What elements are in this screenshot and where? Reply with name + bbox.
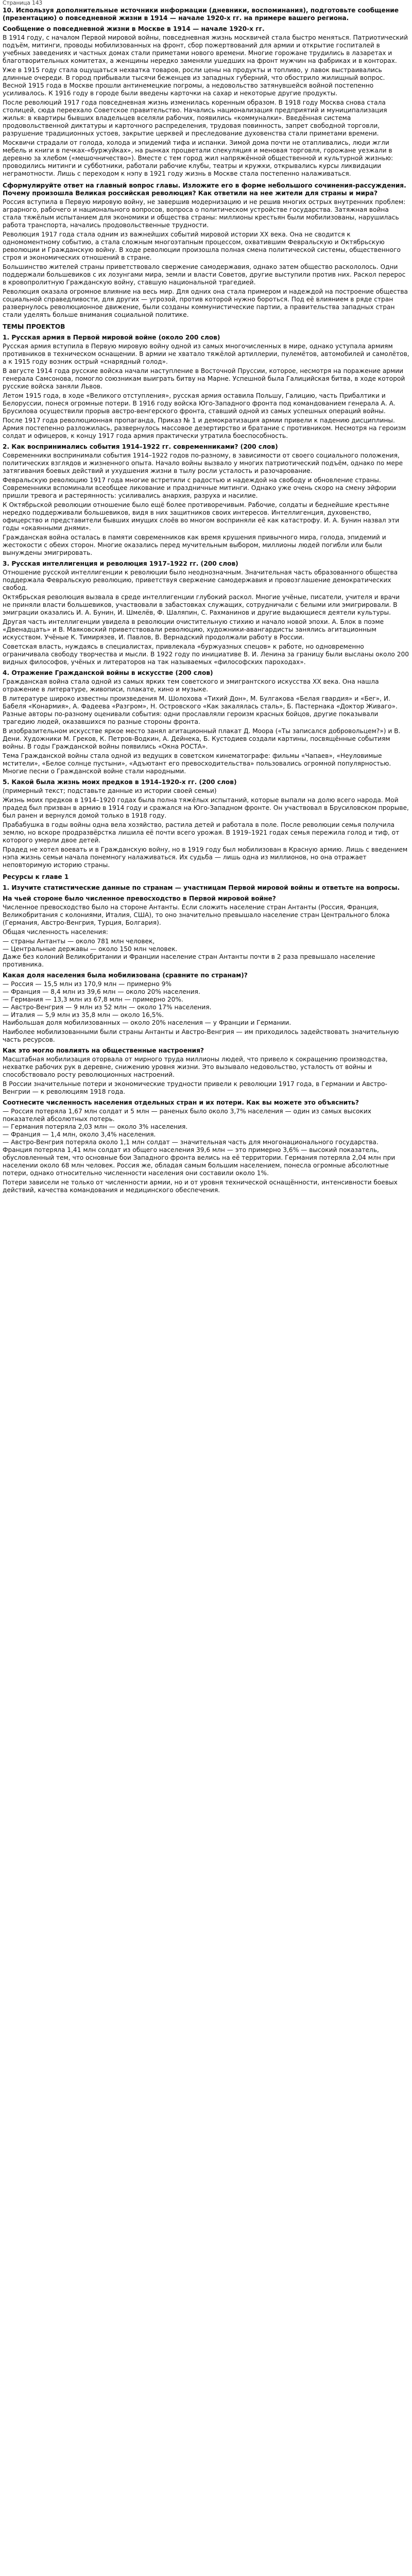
list-item: — Австро-Венгрия — 9 млн из 52 млн — около 17% населения. [3,1004,409,1011]
paragraph: Прадед не хотел воевать и в Гражданскую войну, но в 1919 году был мобилизован в Красную армию. Лишь с введением нэпа жизнь семьи начала понемногу налаживаться. Их судьба — лишь одна из миллионов, но она отражает неповторимую историю страны. [3,846,408,869]
resource-question: Как это могло повлиять на общественные настроения? [3,1047,204,1054]
paragraph: Тема Гражданской войны стала одной из ведущих в советском кинематографе: фильмы «Чапаев», «Неуловимые мстители», «Белое солнце пустыни», «Адъютант его превосходительства» пользовались огромной популярностью. Многие песни о Гражданской войне стали народными. [3,752,391,775]
moscow-text [3,34,409,178]
paragraph: Современники воспринимали события 1914–1922 годов по-разному, в зависимости от своего социального положения, политических взглядов и жизненного опыта. Начало войны вызвало у многих патриотический подъём, однако по мере затягивания боевых действий и ухудшения жизни в тылу росли усталость и разочарование. [3,452,403,474]
topic-3-title: 3. Русская интеллигенция и революция 1917–1922 гг. (200 слов) [3,560,238,567]
paragraph: В изобразительном искусстве яркое место занял агитационный плакат Д. Моора («Ты записался добровольцем?») и В. Дени. Художники М. Греков, К. Петров-Водкин, А. Дейнека, Б. Кустодиев создали картины, посвящённые событиям войны. В годы Гражданской войны появились «Окна РОСТА». [3,727,401,750]
paragraph: В России значительные потери и экономические трудности привели к революции 1917 года, в Германии и Австро-Венгрии — к революциям 1918 года. [3,1080,387,1095]
paragraph: Гражданская война осталась в памяти современников как время крушения привычного мира, голода, эпидемий и жестокости с обеих сторон. Многие оказались перед мучительным выбором, миллионы людей погибли или были вынуждены эмигрировать. [3,534,386,556]
paragraph: Октябрьская революция вызвала в среде интеллигенции глубокий раскол. Многие учёные, писатели, учителя и врачи не приняли власти большевиков, участвовали в забастовках служащих, сотрудничали с белыми или эмигрировали. В эмиграции оказались И. А. Бунин, И. Шмелёв, Ф. Шаляпин, С. Рахманинов и другие выдающиеся деятели культуры. [3,594,400,616]
paragraph: Гражданская война стала одной из самых ярких тем советского и эмигрантского искусства XX века. Она нашла отражение в литературе, живописи, плакате, кино и музыке. [3,678,379,693]
paragraph: Советская власть, нуждаясь в специалистах, привлекала «буржуазных спецов» к работе, но одновременно ограничивала свободу творчества и мысли. В 1922 году по инициативе В. И. Ленина за границу были высланы около 200 видных философов, учёных и литераторов на так называемых «философских пароходах». [3,643,409,666]
paragraph: Москвичи страдали от голода, холода и эпидемий тифа и испанки. Зимой дома почти не отапливались, люди жгли мебель и книги в печках-«буржуйках», на рынках процветали спекуляция и меновая торговля, горожане уезжали в деревню за хлебом («мешочничество»). Вместе с тем город жил напряжённой общественной и культурной жизнью: проводились митинги и субботники, работали рабочие клубы, театры и кружки, открывались курсы ликвидации неграмотности. Лишь с переходом к нэпу в 1921 году жизнь в Москве стала постепенно налаживаться. [3,139,393,177]
paragraph: Прабабушка в годы войны одна вела хозяйство, растила детей и работала в поле. После революции семья получила землю, но вскоре продразвёрстка лишила её почти всего урожая. В 1919–1921 годах семья пережила голод и тиф, от которого умерли двое детей. [3,821,400,844]
paragraph: Отношение русской интеллигенции к революции было неоднозначным. Значительная часть образованного общества поддержала Февральскую революцию, приветствуя свержение самодержавия и провозглашение демократических свобод. [3,569,398,591]
mobilization-list [3,980,409,1019]
paragraph: Масштабная мобилизация оторвала от мирного труда миллионы людей, что привело к сокращению производства, нехватке рабочих рук в деревне, снижению уровня жизни. Это вызывало недовольство, усталость от войны и способствовало росту революционных настроений. [3,1056,388,1078]
document-page [0,0,412,1194]
paragraph: Россия вступила в Первую мировую войну, не завершив модернизацию и не решив многих острых внутренних проблем: аграрного, рабочего и национального вопросов, вопроса о политическом устройстве государства. Затяжная война стала тяжёлым испытанием для экономики и общества страны: миллионы крестьян были мобилизованы, нарушилась работа транспорта, начались продовольственные трудности. [3,198,406,229]
paragraph: Жизнь моих предков в 1914–1920 годах была полна тяжёлых испытаний, которые выпали на долю всего народа. Мой прадед был призван в армию в 1914 году и сражался на Юго-Западном фронте. Он участвовал в Брусиловском прорыве, был ранен и вернулся домой только в 1918 году. [3,796,409,819]
paragraph: Даже без колоний Великобритании и Франции население стран Антанты почти в 2 раза превышало население противника. [3,953,375,968]
list-item: — Италия — 5,9 млн из 35,8 млн — около 16,5%. [3,1011,409,1019]
list-item: — Франция — 1,4 млн, около 3,4% населения. [3,1131,409,1139]
paragraph: Потери зависели не только от численности армии, но и от уровня технической оснащённости, интенсивности боевых действий, качества командования и медицинского обеспечения. [3,1179,398,1194]
list-item: — Австро-Венгрия потеряла около 1,1 млн солдат — значительная часть для многонационального государства. [3,1139,409,1146]
paragraph: В 1914 году, с началом Первой мировой войны, повседневная жизнь москвичей стала быстро меняться. Патриотический подъём, митинги, проводы мобилизованных на фронт, сбор пожертвований для армии и открытие госпиталей в учебных заведениях и частных домах стали приметами нового времени. Многие горожане трудились в лазаретах и благотворительных комитетах, а женщины нередко заменяли ушедших на фронт мужчин на фабриках и в конторах. [3,34,408,64]
paragraph: После 1917 года революционная пропаганда, Приказ № 1 и демократизация армии привели к падению дисциплины. Армия постепенно разложилась, развернулось массовое дезертирство и братание с противником. Несмотря на героизм солдат и офицеров, к концу 1917 года армия практически утратила боеспособность. [3,417,406,439]
list-item: — страны Антанты — около 781 млн человек, [3,938,409,945]
list-item: — Центральные державы — около 150 млн человек. [3,945,409,953]
formulate-text [3,198,409,319]
paragraph: Численное превосходство было на стороне Антанты. Если сложить население стран Антанты (Россия, Франция, Великобритания с колониями, Италия, США), то оно значительно превышало население стран Центрального блока (Германия, Австро-Венгрия, Турция, Болгария). [3,904,390,926]
topic-5-intro: (примерный текст; подставьте данные из истории своей семьи) [3,787,217,794]
paragraph: Революция 1917 года стала одним из важнейших событий мировой истории XX века. Она не сводится к одномоментному событию, а стала сложным многоэтапным процессом, охватившим Февральскую и Октябрьскую революции и Гражданскую войну. В ходе революции произошла полная смена политической системы, общественного строя и экономических отношений в стране. [3,231,401,261]
formulate-heading: Сформулируйте ответ на главный вопрос главы. Изложите его в форме небольшого сочинения-рассуждения. Почему произошла Великая российская революция? Как ответили на нее жители для страны и мира? [3,182,406,197]
resource-question: На чьей стороне было численное превосходство в Первой мировой войне? [3,895,276,902]
paragraph: Революция оказала огромное влияние на весь мир. Для одних она стала примером и надеждой на построение общества социальной справедливости, для других — угрозой, против которой нужно бороться. Под её влиянием в ряде стран развернулось революционное движение, были созданы коммунистические партии, а правительства западных стран стали уделять больше внимания социальной политике. [3,288,408,318]
topic-4-title: 4. Отражение Гражданской войны в искусстве (200 слов) [3,669,213,676]
page-number: Страница 143 [3,0,43,6]
paragraph: Летом 1915 года, в ходе «Великого отступления», русская армия оставила Польшу, Галицию, часть Прибалтики и Белоруссии, понеся огромные потери. В 1916 году войска Юго-Западного фронта под командованием генерала А. А. Брусилова осуществили прорыв австро-венгерского фронта, ставший одной из самых успешных операций войны. [3,392,396,415]
resource-question: Соотнесите численность населения отдельных стран и их потери. Как вы можете это объяснить? [3,1099,359,1106]
paragraph: К Октябрьской революции отношение было ещё более противоречивым. Рабочие, солдаты и беднейшие крестьяне нередко поддерживали большевиков, видя в них защитников своих интересов. Интеллигенция, духовенство, офицерство и представители бывших имущих слоёв во многом восприняли её как катастрофу. И. А. Бунин назвал эти годы «окаянными днями». [3,501,400,532]
paragraph: Наиболее мобилизованными были страны Антанты и Австро-Венгрия — им приходилось задействовать значительную часть ресурсов. [3,1028,399,1043]
list-item: — Россия — 15,5 млн из 170,9 млн — примерно 9% [3,980,409,988]
list-item: — Германия — 13,3 млн из 67,8 млн — примерно 20%. [3,996,409,1004]
list-item: — Германия потеряла 2,03 млн — около 3% населения. [3,1123,409,1131]
paragraph: Другая часть интеллигенции увидела в революции очистительную стихию и начало новой эпохи. А. Блок в поэме «Двенадцать» и В. Маяковский приветствовали революцию, художники-авангардисты занялись агитационным искусством. Учёные К. Тимирязев, И. Павлов, В. Вернадский продолжали работу в России. [3,618,384,641]
paragraph: В августе 1914 года русские войска начали наступление в Восточной Пруссии, которое, несмотря на поражение армии генерала Самсонова, помогло союзникам выиграть битву на Марне. Успешной была Галицийская битва, в ходе которой русские войска заняли Львов. [3,367,405,390]
moscow-title: Сообщение о повседневной жизни в Москве в 1914 — начале 1920-х гг. [3,25,265,32]
topic-2-title: 2. Как воспринимались события 1914–1922 гг. современниками? (200 слов) [3,443,278,450]
projects-heading: ТЕМЫ ПРОЕКТОВ [3,323,65,330]
resources-heading: Ресурсы к главе 1 [3,873,69,880]
losses-list [3,1108,409,1146]
paragraph: Большинство жителей страны приветствовало свержение самодержавия, однако затем общество раскололось. Одни поддержали большевиков с их лозунгами мира, земли и власти Советов, другие выступили против них. Раскол перерос в кровопролитную Гражданскую войну, ставшую национальной трагедией. [3,263,406,286]
paragraph: Франция потеряла 1,41 млн солдат из общего населения 39,6 млн — это примерно 3,6% — высокий показатель, обусловленный тем, что основные бои Западного фронта велись на её территории. Германия потеряла 2,04 млн при населении около 68 млн человек. Россия же, обладая самым большим населением, понесла огромные абсолютные потери, однако относительно численности населения они составили около 1%. [3,1146,396,1177]
topic-1-title: 1. Русская армия в Первой мировой войне (около 200 слов) [3,334,220,341]
question-10: 10. Используя дополнительные источники информации (дневники, воспоминания), подготовьте сообщение (презентацию) о повседневной жизни в 1914 — начале 1920-х гг. на примере вашего региона. [3,7,399,22]
paragraph: В литературе широко известны произведения М. Шолохова «Тихий Дон», М. Булгакова «Белая гвардия» и «Бег», И. Бабеля «Конармия», А. Фадеева «Разгром», Н. Островского «Как закалялась сталь», Б. Пастернака «Доктор Живаго». Разные авторы по-разному оценивали события: одни прославляли героизм красных бойцов, другие показывали трагедию людей, оказавшихся по разные стороны фронта. [3,695,398,725]
population-list [3,938,409,953]
paragraph: Русская армия вступила в Первую мировую войну одной из самых многочисленных в мире, однако уступала армиям противников в техническом оснащении. В армии не хватало тяжёлой артиллерии, пулемётов, автомобилей и самолётов, а к 1915 году возник острый «снарядный голод». [3,343,409,365]
list-item: — Франция — 8,4 млн из 39,6 млн — около 20% населения. [3,988,409,996]
paragraph: После революций 1917 года повседневная жизнь изменилась коренным образом. В 1918 году Москва снова стала столицей, сюда переехало Советское правительство. Начались национализация предприятий и муниципализация жилья: в квартиры бывших владельцев вселяли рабочих, появились «коммуналки». Введённая система продовольственной диктатуры и карточного распределения, трудовая повинность, запрет свободной торговли, разрушение традиционных устоев, закрытие церквей и преследование духовенства стали приметами времени. [3,99,387,137]
paragraph: Наибольшая доля мобилизованных — около 20% населения — у Франции и Германии. [3,1019,291,1026]
paragraph: Уже в 1915 году стала ощущаться нехватка товаров, росли цены на продукты и топливо, у лавок выстраивались длинные очереди. В город прибывали тысячи беженцев из западных губерний, что обострило жилищный вопрос. Весной 1915 года в Москве прошли антинемецкие погромы, а недовольство затянувшейся войной постепенно усиливалось. К 1916 году в городе были введены карточки на сахар и некоторые другие продукты. [3,66,385,97]
resource-question: Какая доля населения была мобилизована (сравните по странам)? [3,972,248,979]
resource-1-title: 1. Изучите статистические данные по странам — участницам Первой мировой войны и ответьте на вопросы. [3,884,400,891]
paragraph: Общая численность населения: [3,928,108,936]
paragraph: Февральскую революцию 1917 года многие встретили с радостью и надеждой на свободу и обновление страны. Современники вспоминали всеобщее ликование и праздничные митинги. Однако уже очень скоро на смену эйфории пришли тревога и растерянность: усиливались анархия, разруха и насилие. [3,477,397,499]
topic-5-title: 5. Какой была жизнь моих предков в 1914–1920-х гг. (200 слов) [3,778,237,786]
list-item: — Россия потеряла 1,67 млн солдат и 5 млн — раненых было около 3,7% населения — один из самых высоких показателей абсолютных потерь. [3,1108,409,1123]
